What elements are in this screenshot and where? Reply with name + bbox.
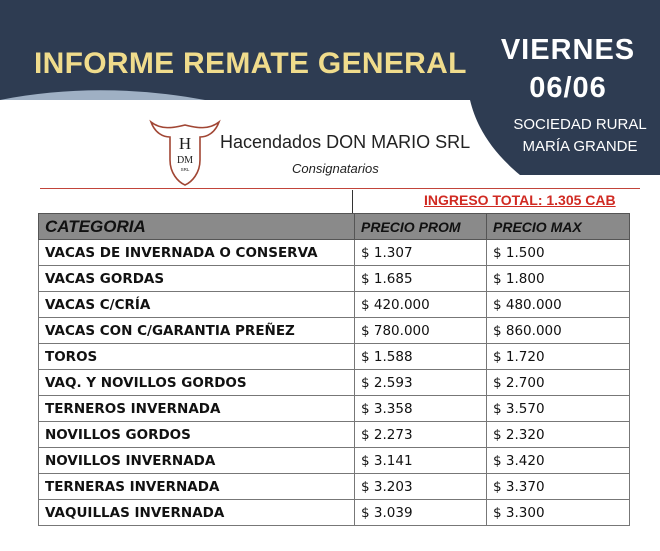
total-intake: INGRESO TOTAL: 1.305 CAB [424,192,616,208]
logo-letter-h: H [178,134,192,153]
table-row [39,370,630,396]
report-title: INFORME REMATE GENERAL [34,47,467,80]
max-price-cell: $ 3.370 [487,474,630,500]
max-price-cell: $ 3.570 [487,396,630,422]
max-price-cell: $ 480.000 [487,292,630,318]
max-price-cell: $ 1.720 [487,344,630,370]
divider-line [40,188,640,189]
category-cell: TERNEROS INVERNADA [39,396,355,422]
table-row [39,500,630,526]
avg-price-cell: $ 420.000 [355,292,487,318]
company-name: Hacendados DON MARIO SRL [220,132,471,152]
table-row [39,266,630,292]
max-price-cell: $ 2.700 [487,370,630,396]
category-cell: NOVILLOS GORDOS [39,422,355,448]
table-header-row [39,214,630,240]
table-row [39,422,630,448]
avg-price-cell: $ 1.685 [355,266,487,292]
header-precio-prom: PRECIO PROM [355,214,487,240]
header-precio-max: PRECIO MAX [487,214,630,240]
max-price-cell: $ 3.420 [487,448,630,474]
logo-letters-dm: DM [176,155,194,166]
auction-date: 06/06 [529,72,607,104]
table-row [39,344,630,370]
venue-line-2: MARÍA GRANDE [522,138,638,155]
max-price-cell: $ 3.300 [487,500,630,526]
venue-line-1: SOCIEDAD RURAL [513,116,647,133]
company-subtitle: Consignatarios [292,161,379,176]
category-cell: VACAS DE INVERNADA O CONSERVA [39,240,355,266]
table-row [39,240,630,266]
avg-price-cell: $ 1.588 [355,344,487,370]
avg-price-cell: $ 3.039 [355,500,487,526]
category-cell: VACAS C/CRÍA [39,292,355,318]
avg-price-cell: $ 3.358 [355,396,487,422]
price-table [38,213,630,526]
bull-logo-icon [145,112,225,188]
category-cell: VAQUILLAS INVERNADA [39,500,355,526]
max-price-cell: $ 2.320 [487,422,630,448]
weekday: VIERNES [500,34,636,66]
category-cell: VAQ. Y NOVILLOS GORDOS [39,370,355,396]
category-cell: VACAS GORDAS [39,266,355,292]
table-row [39,292,630,318]
table-row [39,448,630,474]
category-cell: TERNERAS INVERNADA [39,474,355,500]
avg-price-cell: $ 780.000 [355,318,487,344]
table-row [39,396,630,422]
table-row [39,318,630,344]
column-divider [352,190,353,213]
avg-price-cell: $ 3.203 [355,474,487,500]
header-categoria: CATEGORIA [39,214,355,240]
max-price-cell: $ 860.000 [487,318,630,344]
category-cell: VACAS CON C/GARANTIA PREÑEZ [39,318,355,344]
avg-price-cell: $ 2.273 [355,422,487,448]
avg-price-cell: $ 3.141 [355,448,487,474]
category-cell: NOVILLOS INVERNADA [39,448,355,474]
avg-price-cell: $ 1.307 [355,240,487,266]
logo-letters-srl: SRL [180,167,190,172]
max-price-cell: $ 1.500 [487,240,630,266]
avg-price-cell: $ 2.593 [355,370,487,396]
max-price-cell: $ 1.800 [487,266,630,292]
category-cell: TOROS [39,344,355,370]
table-row [39,474,630,500]
